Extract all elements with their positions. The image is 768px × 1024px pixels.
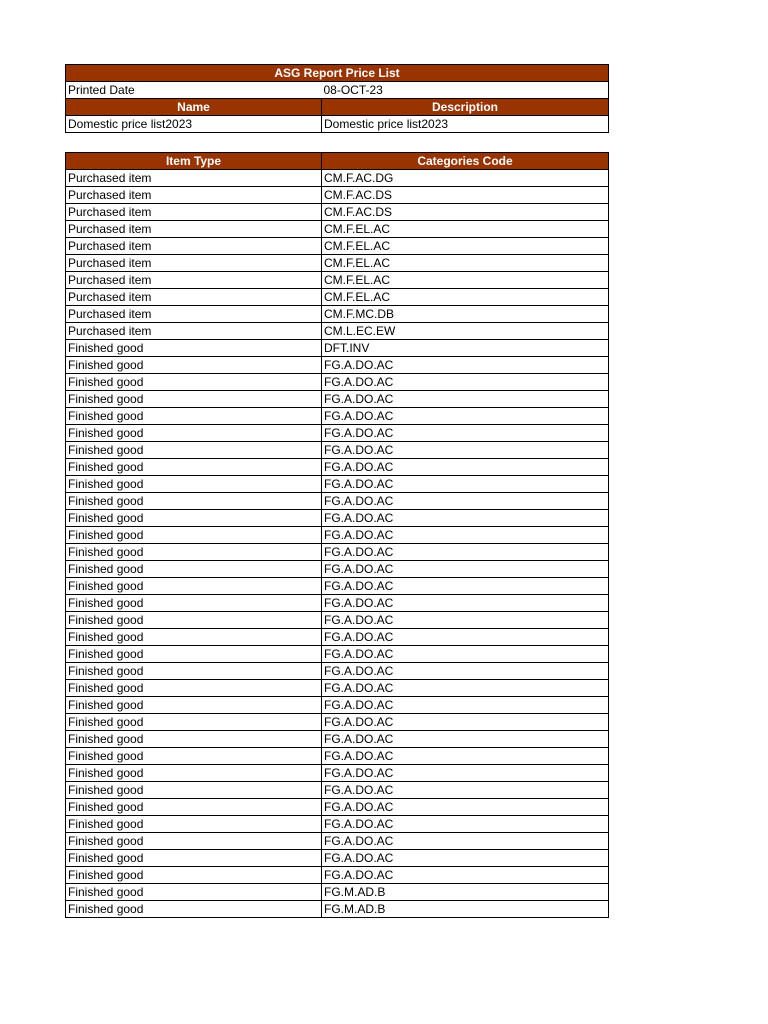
table-row	[66, 646, 609, 663]
categories-code-cell: CM.F.EL.AC	[322, 221, 609, 238]
item-type-cell: Finished good	[66, 816, 322, 833]
categories-code-cell: FG.A.DO.AC	[322, 578, 609, 595]
table-row	[66, 629, 609, 646]
item-type-cell: Finished good	[66, 510, 322, 527]
categories-code-cell: CM.F.EL.AC	[322, 255, 609, 272]
categories-code-cell: FG.A.DO.AC	[322, 374, 609, 391]
table-row	[66, 663, 609, 680]
item-type-cell: Finished good	[66, 765, 322, 782]
item-type-cell: Finished good	[66, 663, 322, 680]
item-type-cell: Purchased item	[66, 289, 322, 306]
printed-date-row	[66, 82, 609, 99]
item-type-cell: Finished good	[66, 408, 322, 425]
table-row	[66, 425, 609, 442]
table-row	[66, 850, 609, 867]
categories-code-cell: FG.A.DO.AC	[322, 442, 609, 459]
categories-code-cell: FG.A.DO.AC	[322, 493, 609, 510]
categories-code-cell: FG.A.DO.AC	[322, 646, 609, 663]
categories-code-cell: FG.A.DO.AC	[322, 663, 609, 680]
categories-code-cell: FG.A.DO.AC	[322, 714, 609, 731]
table-row	[66, 731, 609, 748]
price-list-name: Domestic price list2023	[66, 116, 322, 133]
printed-date-label: Printed Date	[66, 82, 322, 99]
item-type-cell: Purchased item	[66, 187, 322, 204]
item-type-cell: Purchased item	[66, 255, 322, 272]
table-row	[66, 816, 609, 833]
table-row	[66, 340, 609, 357]
item-type-cell: Finished good	[66, 476, 322, 493]
categories-code-cell: FG.A.DO.AC	[322, 816, 609, 833]
item-type-cell: Purchased item	[66, 306, 322, 323]
table-row	[66, 544, 609, 561]
item-type-cell: Finished good	[66, 425, 322, 442]
table-row	[66, 561, 609, 578]
item-type-cell: Purchased item	[66, 221, 322, 238]
table-row	[66, 272, 609, 289]
categories-code-cell: DFT.INV	[322, 340, 609, 357]
table-row	[66, 833, 609, 850]
table-row	[66, 170, 609, 187]
item-type-cell: Finished good	[66, 493, 322, 510]
table-row	[66, 459, 609, 476]
price-list-header-row	[66, 99, 609, 116]
categories-code-cell: FG.A.DO.AC	[322, 544, 609, 561]
categories-code-cell: CM.F.EL.AC	[322, 289, 609, 306]
categories-code-cell: FG.A.DO.AC	[322, 629, 609, 646]
report-header-block	[65, 64, 608, 133]
categories-code-cell: FG.A.DO.AC	[322, 833, 609, 850]
categories-code-cell: FG.A.DO.AC	[322, 527, 609, 544]
categories-code-cell: FG.A.DO.AC	[322, 867, 609, 884]
item-type-cell: Finished good	[66, 340, 322, 357]
table-row	[66, 697, 609, 714]
item-type-cell: Finished good	[66, 867, 322, 884]
item-type-cell: Finished good	[66, 629, 322, 646]
item-type-cell: Finished good	[66, 714, 322, 731]
table-row	[66, 323, 609, 340]
report-title-row	[66, 65, 609, 82]
printed-date-value: 08-OCT-23	[322, 82, 609, 99]
item-type-cell: Purchased item	[66, 272, 322, 289]
categories-code-cell: FG.A.DO.AC	[322, 476, 609, 493]
table-row	[66, 765, 609, 782]
item-type-cell: Finished good	[66, 544, 322, 561]
table-row	[66, 595, 609, 612]
categories-code-cell: FG.A.DO.AC	[322, 561, 609, 578]
item-type-cell: Finished good	[66, 442, 322, 459]
table-row	[66, 612, 609, 629]
item-type-cell: Finished good	[66, 748, 322, 765]
table-row	[66, 238, 609, 255]
item-type-cell: Purchased item	[66, 238, 322, 255]
items-block	[65, 152, 608, 918]
table-row	[66, 527, 609, 544]
item-type-column-header: Item Type	[66, 153, 322, 170]
items-table	[65, 152, 609, 918]
item-type-cell: Purchased item	[66, 204, 322, 221]
item-type-cell: Finished good	[66, 391, 322, 408]
table-row	[66, 221, 609, 238]
item-type-cell: Finished good	[66, 612, 322, 629]
table-row	[66, 680, 609, 697]
categories-code-cell: FG.A.DO.AC	[322, 731, 609, 748]
table-row	[66, 714, 609, 731]
item-type-cell: Purchased item	[66, 323, 322, 340]
categories-code-cell: FG.A.DO.AC	[322, 391, 609, 408]
categories-code-cell: FG.A.DO.AC	[322, 510, 609, 527]
categories-code-cell: FG.M.AD.B	[322, 901, 609, 918]
item-type-cell: Finished good	[66, 646, 322, 663]
categories-code-cell: CM.F.AC.DG	[322, 170, 609, 187]
table-row	[66, 901, 609, 918]
items-table-body	[66, 170, 609, 918]
item-type-cell: Finished good	[66, 680, 322, 697]
price-list-info-table	[65, 98, 609, 133]
categories-code-cell: FG.A.DO.AC	[322, 782, 609, 799]
categories-code-cell: CM.F.MC.DB	[322, 306, 609, 323]
table-row	[66, 884, 609, 901]
table-row	[66, 442, 609, 459]
item-type-cell: Finished good	[66, 459, 322, 476]
categories-code-cell: FG.A.DO.AC	[322, 459, 609, 476]
table-row	[66, 204, 609, 221]
item-type-cell: Finished good	[66, 833, 322, 850]
item-type-cell: Finished good	[66, 595, 322, 612]
item-type-cell: Finished good	[66, 782, 322, 799]
categories-code-cell: FG.A.DO.AC	[322, 595, 609, 612]
categories-code-cell: FG.A.DO.AC	[322, 748, 609, 765]
categories-code-cell: FG.A.DO.AC	[322, 408, 609, 425]
categories-code-cell: FG.A.DO.AC	[322, 765, 609, 782]
name-column-header: Name	[66, 99, 322, 116]
categories-code-cell: CM.L.EC.EW	[322, 323, 609, 340]
item-type-cell: Finished good	[66, 731, 322, 748]
table-row	[66, 867, 609, 884]
table-row	[66, 408, 609, 425]
table-row	[66, 255, 609, 272]
categories-code-cell: FG.A.DO.AC	[322, 357, 609, 374]
report-title: ASG Report Price List	[66, 65, 609, 82]
report-header-table	[65, 64, 609, 98]
table-row	[66, 289, 609, 306]
table-row	[66, 374, 609, 391]
categories-code-cell: FG.M.AD.B	[322, 884, 609, 901]
item-type-cell: Finished good	[66, 884, 322, 901]
item-type-cell: Finished good	[66, 527, 322, 544]
item-type-cell: Finished good	[66, 374, 322, 391]
categories-code-cell: CM.F.AC.DS	[322, 187, 609, 204]
categories-code-cell: FG.A.DO.AC	[322, 799, 609, 816]
table-row	[66, 799, 609, 816]
categories-code-cell: CM.F.EL.AC	[322, 238, 609, 255]
item-type-cell: Finished good	[66, 357, 322, 374]
item-type-cell: Finished good	[66, 850, 322, 867]
table-row	[66, 476, 609, 493]
table-row	[66, 748, 609, 765]
item-type-cell: Finished good	[66, 561, 322, 578]
categories-code-cell: FG.A.DO.AC	[322, 850, 609, 867]
categories-code-column-header: Categories Code	[322, 153, 609, 170]
table-row	[66, 493, 609, 510]
description-column-header: Description	[322, 99, 609, 116]
table-row	[66, 782, 609, 799]
table-row	[66, 187, 609, 204]
categories-code-cell: FG.A.DO.AC	[322, 680, 609, 697]
categories-code-cell: FG.A.DO.AC	[322, 425, 609, 442]
table-row	[66, 306, 609, 323]
item-type-cell: Finished good	[66, 697, 322, 714]
categories-code-cell: FG.A.DO.AC	[322, 697, 609, 714]
table-row	[66, 357, 609, 374]
categories-code-cell: CM.F.AC.DS	[322, 204, 609, 221]
price-list-row	[66, 116, 609, 133]
table-row	[66, 510, 609, 527]
item-type-cell: Finished good	[66, 901, 322, 918]
item-type-cell: Finished good	[66, 799, 322, 816]
item-type-cell: Purchased item	[66, 170, 322, 187]
item-type-cell: Finished good	[66, 578, 322, 595]
categories-code-cell: CM.F.EL.AC	[322, 272, 609, 289]
table-row	[66, 578, 609, 595]
table-row	[66, 391, 609, 408]
price-list-description: Domestic price list2023	[322, 116, 609, 133]
items-header-row	[66, 153, 609, 170]
categories-code-cell: FG.A.DO.AC	[322, 612, 609, 629]
